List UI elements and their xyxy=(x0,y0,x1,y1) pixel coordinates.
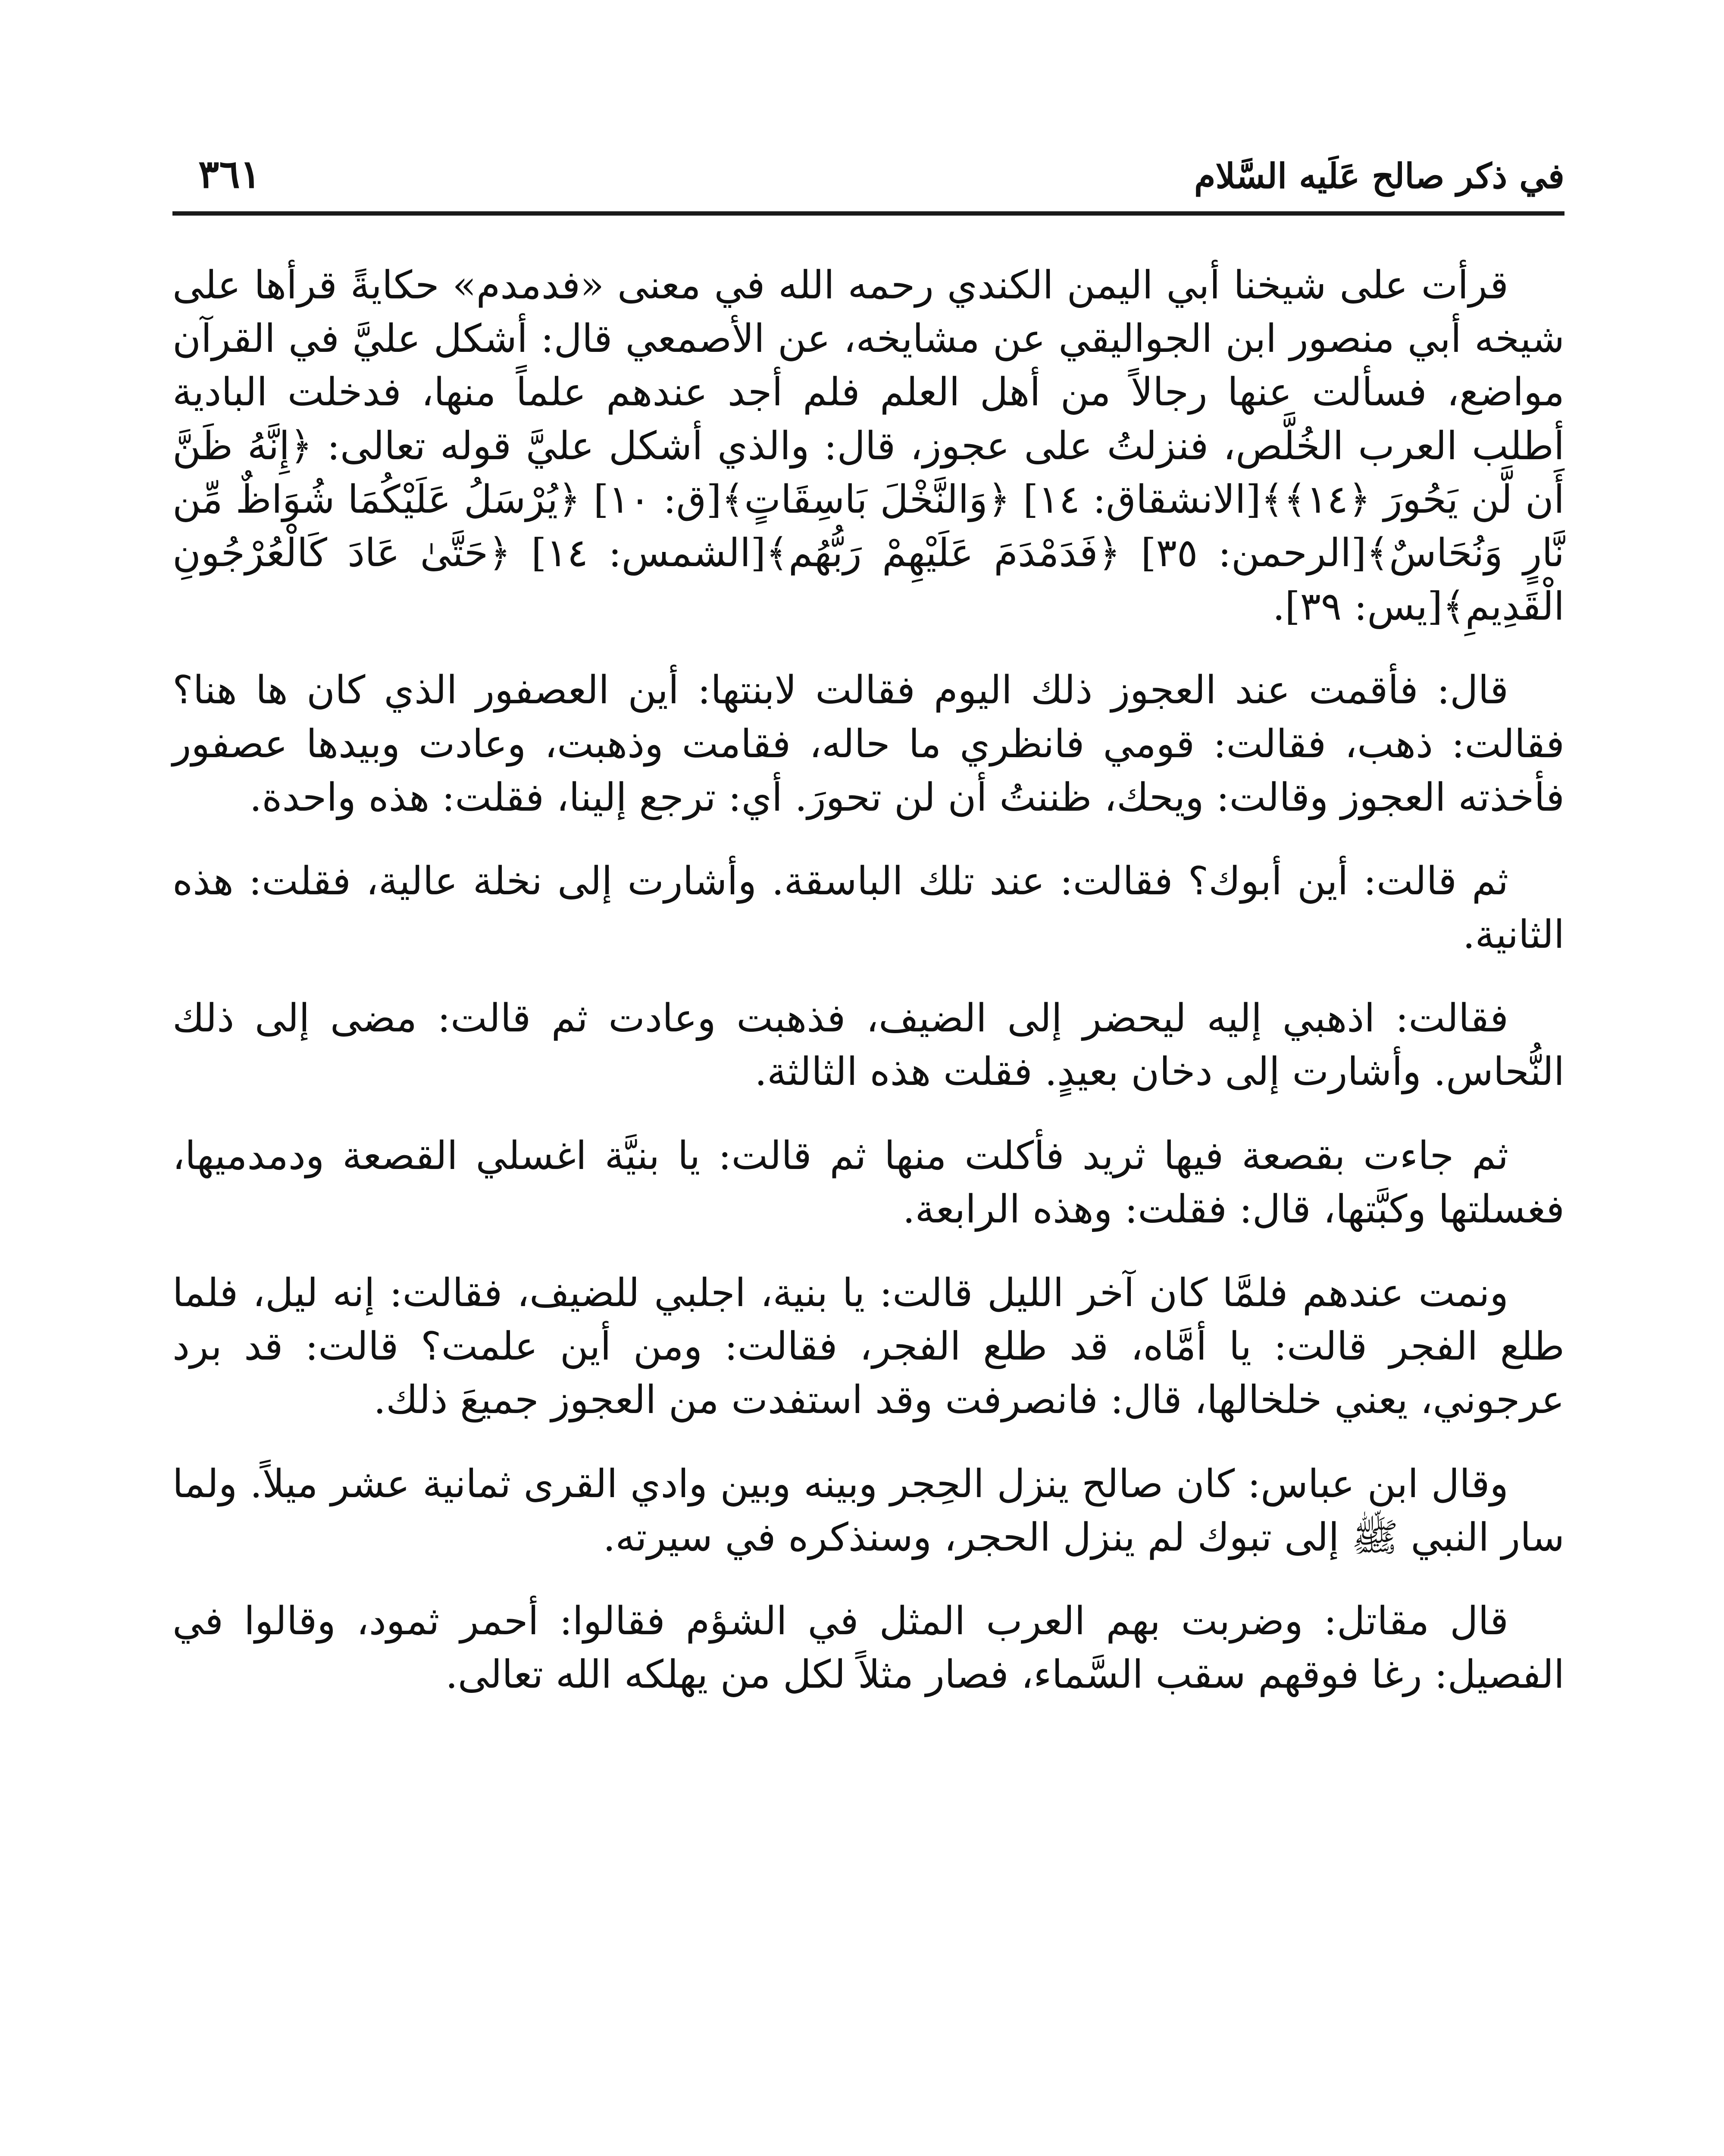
paragraph-2: قال: فأقمت عند العجوز ذلك اليوم فقالت لابنتها: أين العصفور الذي كان ها هنا؟ فقالت: ذهب، فقالت: قومي فانظري ما حاله، فقامت وذهبت، وعادت وبيدها عصفور فأخذته العجوز وقالت: ويحك، ظننتُ أن لن تحورَ. أي: ترجع إلينا، فقلت: هذه واحدة. xyxy=(172,667,1564,820)
paragraph-7: وقال ابن عباس: كان صالح ينزل الحِجر وبينه وبين وادي القرى ثمانية عشر ميلاً. ولما سار النبي ﷺ إلى تبوك لم ينزل الحجر، وسنذكره في سيرته. xyxy=(172,1461,1564,1560)
paragraph-1: قرأت على شيخنا أبي اليمن الكندي رحمه الله في معنى «فدمدم» حكايةً قرأها على شيخه أبي منصور ابن الجواليقي عن مشايخه، عن الأصمعي قال: أشكل عليَّ في القرآن مواضع، فسألت عنها رجالاً من أهل العلم فلم أجد عندهم علماً منها، فدخلت البادية أطلب العرب الخُلَّص، فنزلتُ على عجوز، قال: والذي أشكل عليَّ قوله تعالى: ﴿إِنَّهُ ظَنَّ أَن لَّن يَحُورَ ﴿١٤﴾﴾[الانشقاق: ١٤] ﴿وَالنَّخْلَ بَاسِقَاتٍ﴾[ق: ١٠] ﴿يُرْسَلُ عَلَيْكُمَا شُوَاظٌ مِّن نَّارٍ وَنُحَاسٌ﴾[الرحمن: ٣٥] ﴿فَدَمْدَمَ عَلَيْهِمْ رَبُّهُم﴾[الشمس: ١٤] ﴿حَتَّىٰ عَادَ كَالْعُرْجُونِ الْقَدِيمِ﴾[يس: ٣٩]. xyxy=(172,263,1564,630)
header-rule xyxy=(172,211,1564,216)
body-text xyxy=(172,259,1564,1702)
paragraph-8: قال مقاتل: وضربت بهم العرب المثل في الشؤم فقالوا: أحمر ثمود، وقالوا في الفصيل: رغا فوقهم سقب السَّماء، فصار مثلاً لكل من يهلكه الله تعالى. xyxy=(172,1598,1564,1698)
paragraph-5: ثم جاءت بقصعة فيها ثريد فأكلت منها ثم قالت: يا بنيَّة اغسلي القصعة ودمدميها، فغسلتها وكبَّتها، قال: فقلت: وهذه الرابعة. xyxy=(172,1133,1564,1232)
page-number: ٣٦١ xyxy=(198,151,261,197)
running-header xyxy=(172,129,1564,216)
paragraph-6: ونمت عندهم فلمَّا كان آخر الليل قالت: يا بنية، اجلبي للضيف، فقالت: إنه ليل، فلما طلع الفجر قالت: يا أمَّاه، قد طلع الفجر، فقالت: ومن أين علمت؟ قالت: قد برد عرجوني، يعني خلخالها، قال: فانصرفت وقد استفدت من العجوز جميعَ ذلك. xyxy=(172,1270,1564,1423)
paragraph-3: ثم قالت: أين أبوك؟ فقالت: عند تلك الباسقة. وأشارت إلى نخلة عالية، فقلت: هذه الثانية. xyxy=(172,858,1564,958)
paragraph-4: فقالت: اذهبي إليه ليحضر إلى الضيف، فذهبت وعادت ثم قالت: مضى إلى ذلك النُّحاس. وأشارت إلى دخان بعيدٍ. فقلت هذه الثالثة. xyxy=(172,996,1564,1095)
chapter-title: في ذكر صالح عَلَيه السَّلام xyxy=(1194,156,1564,196)
